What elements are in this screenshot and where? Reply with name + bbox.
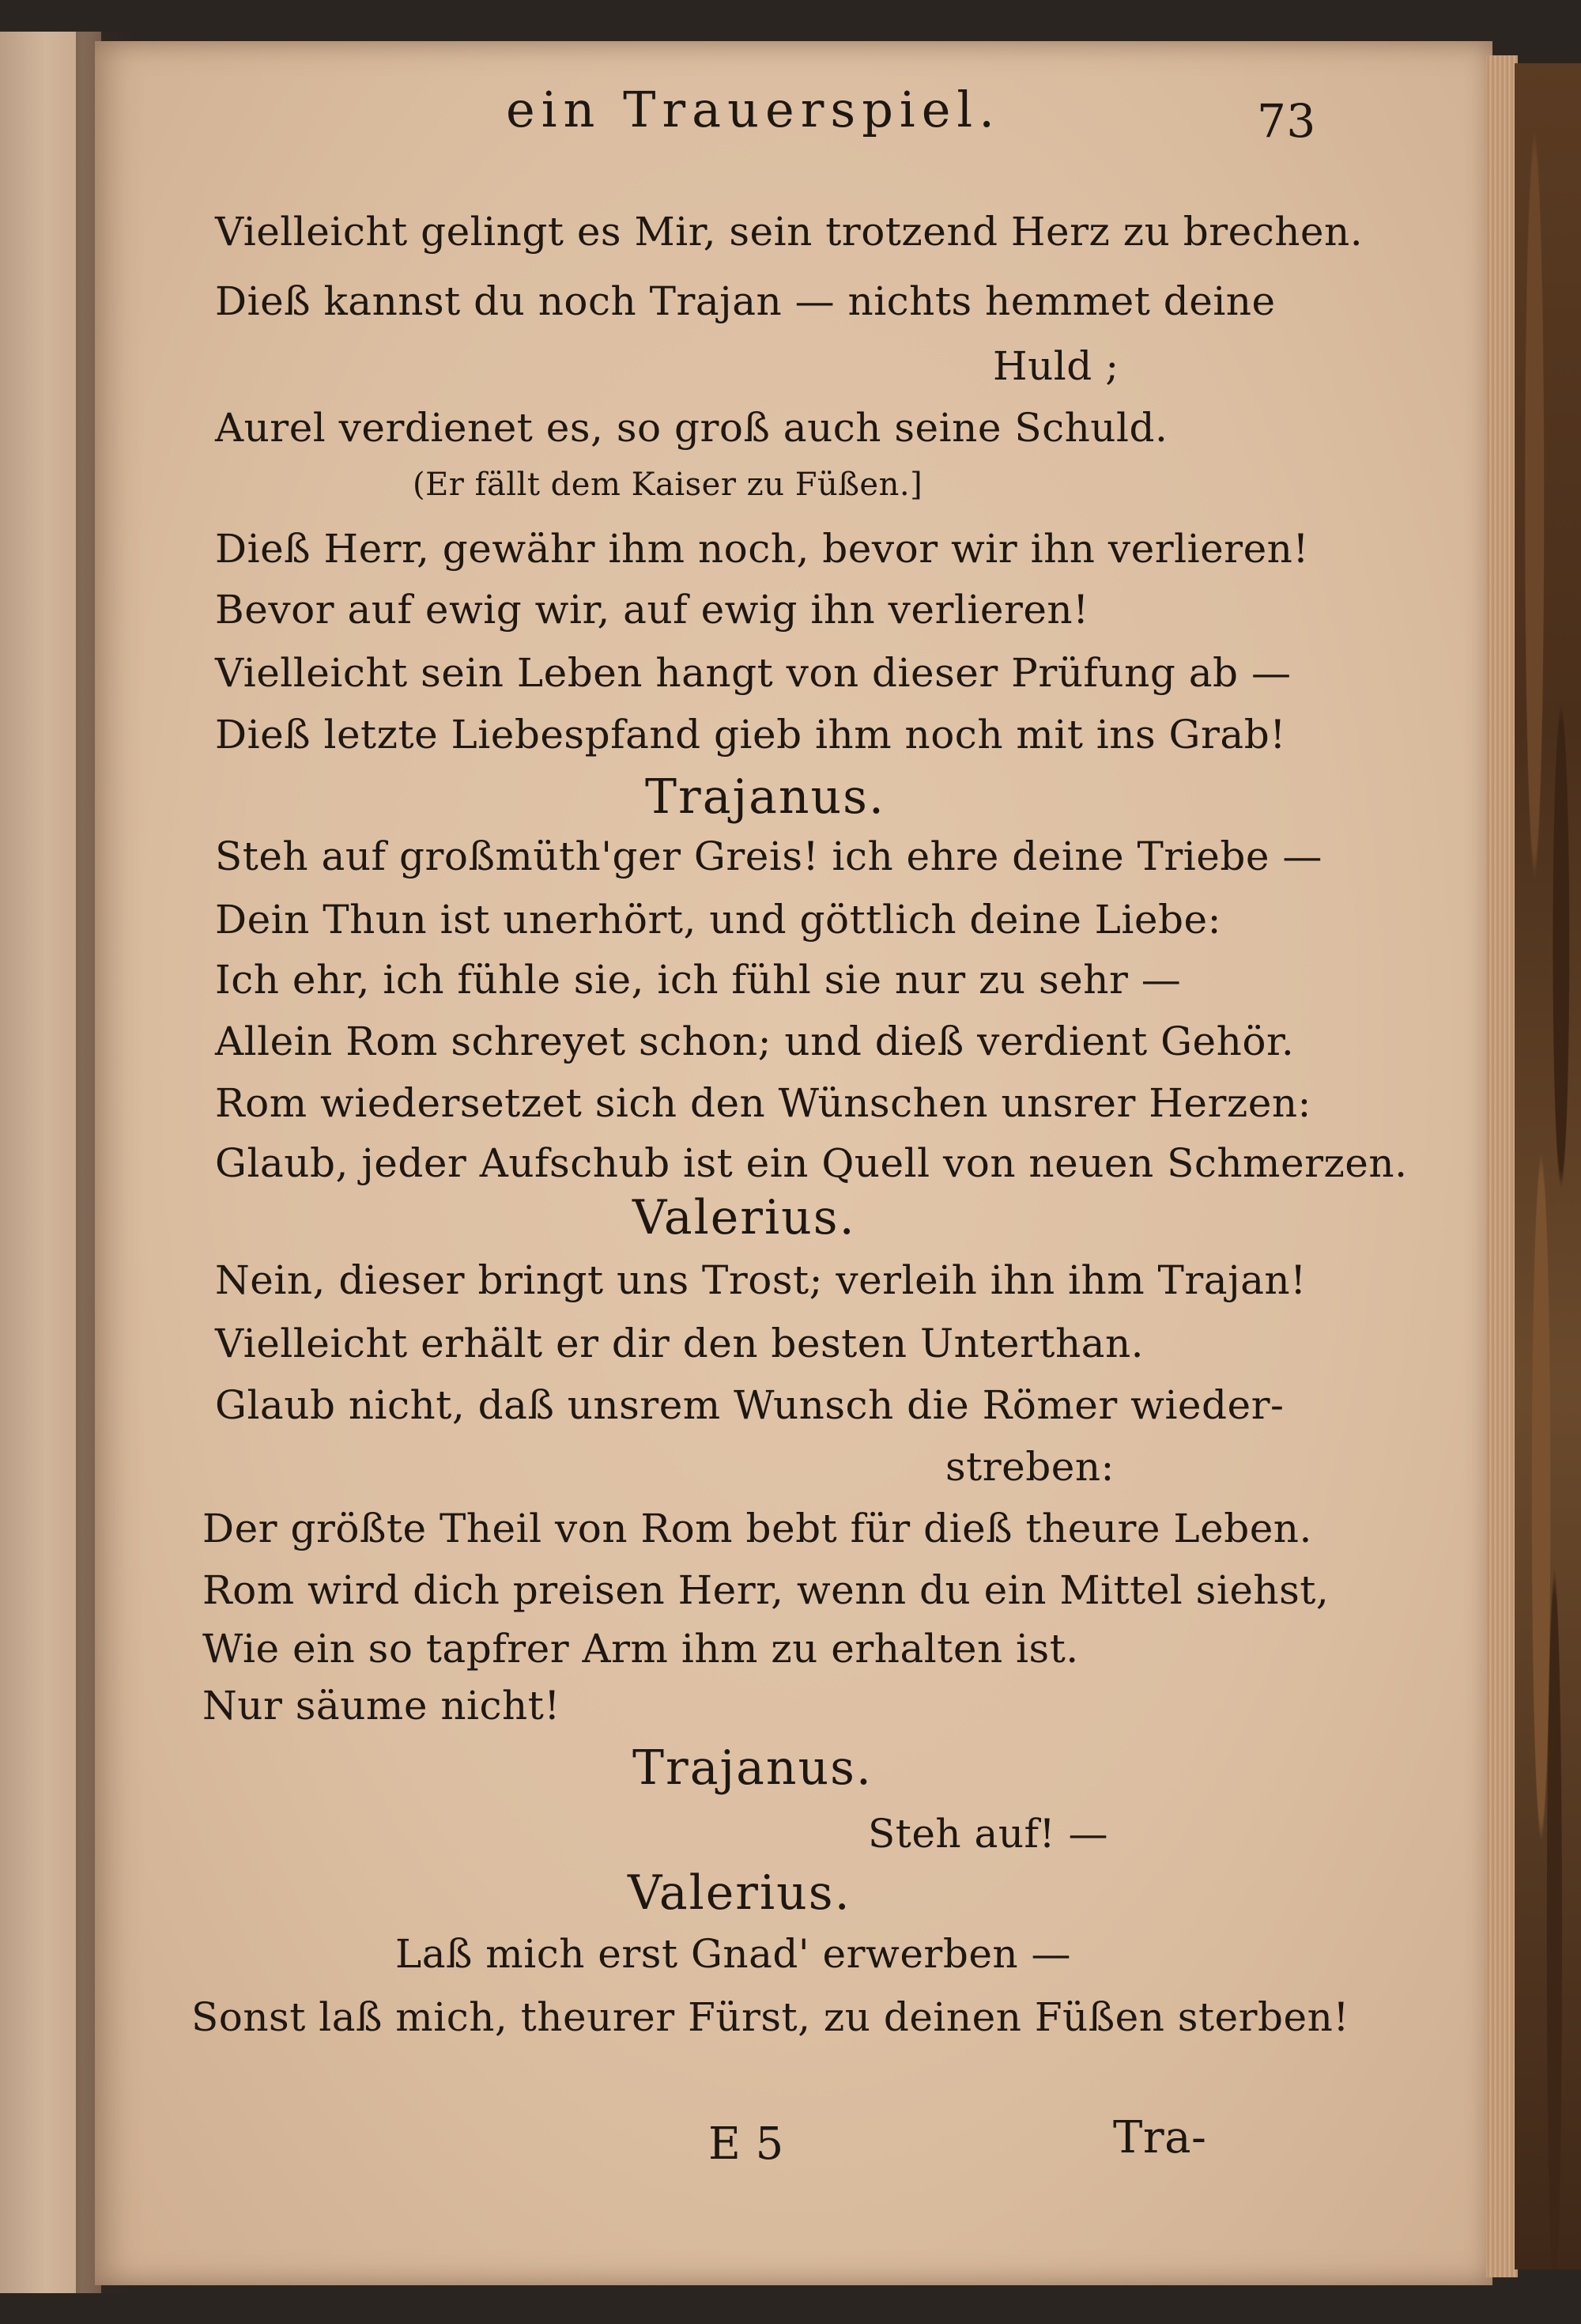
verse-line: Dieß letzte Liebespfand gieb ihm noch mit ins Grab! [215, 712, 1286, 758]
verse-line: Vielleicht sein Leben hangt von dieser Prüfung ab — [215, 650, 1292, 696]
speaker-name: Valerius. [628, 1865, 851, 1921]
verse-line: Laß mich erst Gnad' erwerben — [395, 1931, 1072, 1977]
speaker-name: Trajanus. [645, 769, 885, 825]
verse-line: Dein Thun ist unerhört, und göttlich deine Liebe: [215, 897, 1221, 943]
verse-line: Vielleicht erhält er dir den besten Unterthan. [215, 1321, 1145, 1366]
stage-direction: (Er fällt dem Kaiser zu Füßen.] [413, 467, 923, 503]
verse-line: Sonst laß mich, theurer Fürst, zu deinen Füßen sterben! [191, 1994, 1349, 2040]
signature-mark: E 5 [708, 2118, 784, 2170]
page-number: 73 [1257, 94, 1316, 148]
verse-line: Dieß Herr, gewähr ihm noch, bevor wir ihn verlieren! [215, 526, 1309, 572]
verse-line: Der größte Theil von Rom bebt für dieß theure Leben. [202, 1506, 1312, 1551]
verse-line: Nur säume nicht! [202, 1683, 560, 1729]
verse-line: Aurel verdienet es, so groß auch seine Schuld. [215, 405, 1168, 451]
verse-line: Steh auf großmüth'ger Greis! ich ehre deine Triebe — [215, 833, 1323, 879]
verse-line: Allein Rom schreyet schon; und dieß verdient Gehör. [215, 1018, 1295, 1064]
speaker-name: Trajanus. [632, 1740, 873, 1796]
verse-line: Glaub nicht, daß unsrem Wunsch die Römer wieder- [215, 1382, 1285, 1428]
running-title: ein Trauerspiel. [506, 81, 1001, 138]
verse-line: Steh auf! — [868, 1811, 1109, 1857]
verse-line: Dieß kannst du noch Trajan — nichts hemmet deine [215, 278, 1276, 324]
verse-line: Vielleicht gelingt es Mir, sein trotzend Herz zu brechen. [215, 209, 1364, 255]
verse-line: Rom wiedersetzet sich den Wünschen unsrer Herzen: [215, 1080, 1311, 1126]
verse-line: Bevor auf ewig wir, auf ewig ihn verlieren! [215, 587, 1089, 633]
speaker-name: Valerius. [632, 1190, 856, 1245]
verse-line: streben: [945, 1444, 1115, 1490]
verse-line: Glaub, jeder Aufschub ist ein Quell von neuen Schmerzen. [215, 1140, 1408, 1186]
catchword: Tra- [1113, 2112, 1207, 2163]
verse-line: Nein, dieser bringt uns Trost; verleih ihn ihm Trajan! [215, 1257, 1307, 1303]
verse-line: Ich ehr, ich fühle sie, ich fühl sie nur zu sehr — [215, 957, 1182, 1003]
verse-line: Huld ; [993, 343, 1119, 389]
verse-line: Wie ein so tapfrer Arm ihm zu erhalten ist. [202, 1626, 1079, 1672]
verse-line: Rom wird dich preisen Herr, wenn du ein Mittel siehst, [202, 1567, 1330, 1613]
